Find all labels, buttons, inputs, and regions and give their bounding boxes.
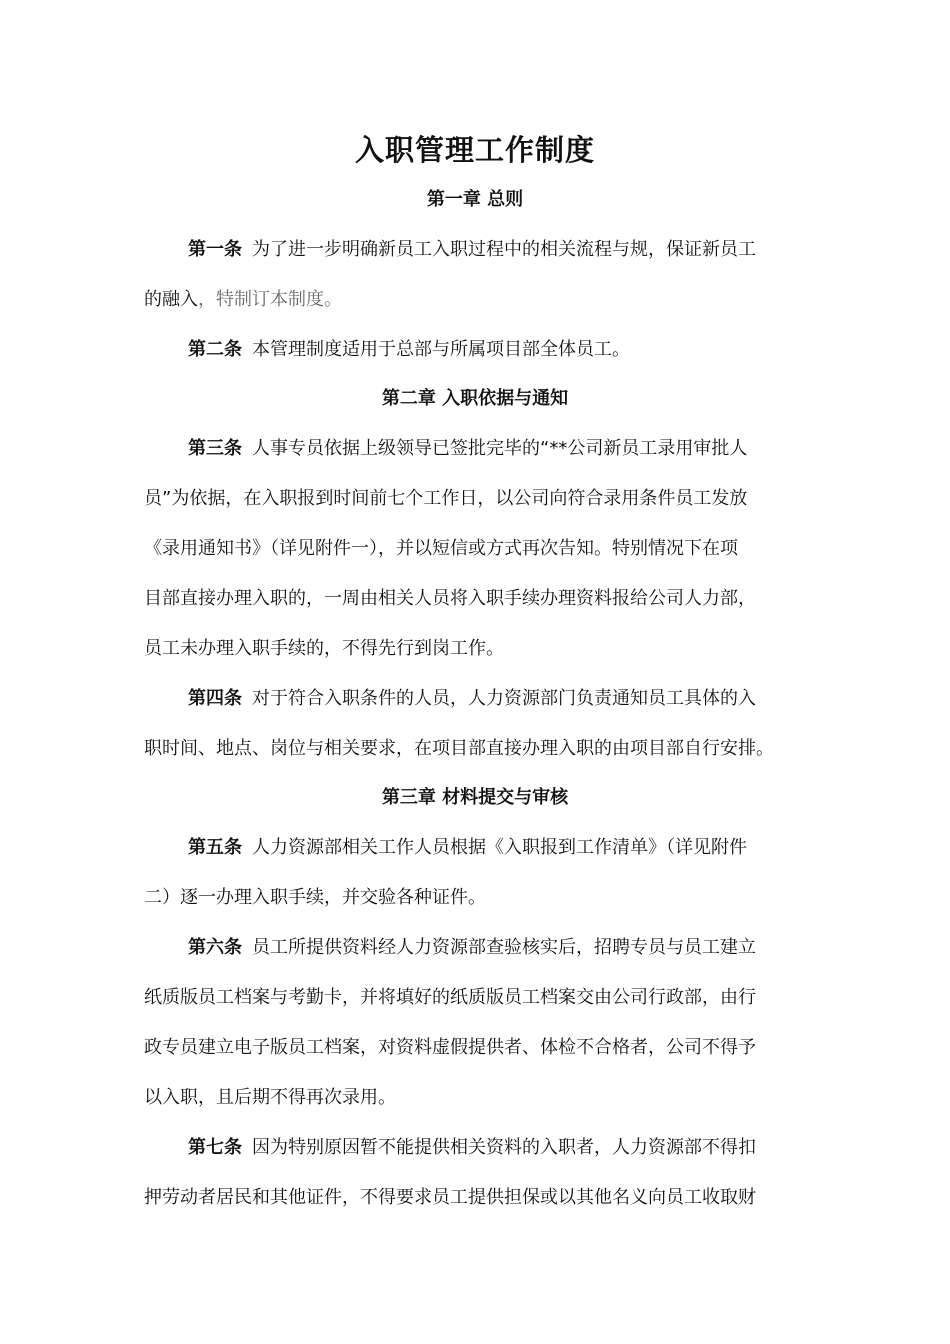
article-2-label: 第二条 <box>188 339 242 360</box>
chapter-1-heading: 第一章 总则 <box>426 189 524 210</box>
article-1-text-2a: 的融入 <box>144 289 198 310</box>
article-3-line-1 <box>188 435 808 463</box>
article-7-label: 第七条 <box>188 1137 242 1158</box>
chapter-3-heading: 第三章 材料提交与审核 <box>381 787 569 808</box>
article-6-line-1 <box>188 934 808 962</box>
article-7-line-1 <box>188 1134 808 1162</box>
article-1-text-2b: ，特制订本制度。 <box>198 289 342 310</box>
article-7-text: 因为特别原因暂不能提供相关资料的入职者，人力资源部不得扣 <box>252 1137 756 1158</box>
article-4-line-1 <box>188 685 808 713</box>
article-1-line-2 <box>144 286 808 314</box>
article-5-line-2: 二）逐一办理入职手续，并交验各种证件。 <box>144 887 486 908</box>
article-6-line-2: 纸质版员工档案与考勤卡，并将填好的纸质版员工档案交由公司行政部，由行 <box>144 987 756 1008</box>
article-6-line-3: 政专员建立电子版员工档案，对资料虚假提供者、体检不合格者，公司不得予 <box>144 1037 756 1058</box>
article-4-line-2: 职时间、地点、岗位与相关要求，在项目部直接办理入职的由项目部自行安排。 <box>144 738 774 759</box>
document-title: 入职管理工作制度 <box>354 133 595 167</box>
article-3-text: 人事专员依据上级领导已签批完毕的“**公司新员工录用审批人 <box>252 438 748 459</box>
article-4-label: 第四条 <box>188 688 242 709</box>
article-7-line-2: 押劳动者居民和其他证件，不得要求员工提供担保或以其他名义向员工收取财 <box>144 1187 756 1208</box>
chapter-2-heading: 第二章 入职依据与通知 <box>381 388 569 409</box>
article-2-line-1 <box>188 336 808 364</box>
article-5-text: 人力资源部相关工作人员根据《入职报到工作清单》（详见附件 <box>252 837 747 858</box>
article-6-text: 员工所提供资料经人力资源部查验核实后，招聘专员与员工建立 <box>252 937 756 958</box>
article-6-label: 第六条 <box>188 937 242 958</box>
article-1-text: 为了进一步明确新员工入职过程中的相关流程与规，保证新员工 <box>252 239 756 260</box>
article-5-line-1 <box>188 834 808 862</box>
article-6-line-4: 以入职，且后期不得再次录用。 <box>144 1087 396 1108</box>
article-1-label: 第一条 <box>188 239 242 260</box>
article-4-text: 对于符合入职条件的人员，人力资源部门负责通知员工具体的入 <box>252 688 756 709</box>
article-3-label: 第三条 <box>188 438 242 459</box>
article-3-line-2: 员”为依据，在入职报到时间前七个工作日，以公司向符合录用条件员工发放 <box>144 488 748 509</box>
article-5-label: 第五条 <box>188 837 242 858</box>
article-3-line-4: 目部直接办理入职的，一周由相关人员将入职手续办理资料报给公司人力部， <box>144 588 756 609</box>
article-1-line-1 <box>188 236 808 264</box>
article-3-line-5: 员工未办理入职手续的，不得先行到岗工作。 <box>144 638 504 659</box>
article-2-text: 本管理制度适用于总部与所属项目部全体员工。 <box>252 339 630 360</box>
article-3-line-3: 《录用通知书》（详见附件一），并以短信或方式再次告知。特别情况下在项 <box>144 538 738 559</box>
